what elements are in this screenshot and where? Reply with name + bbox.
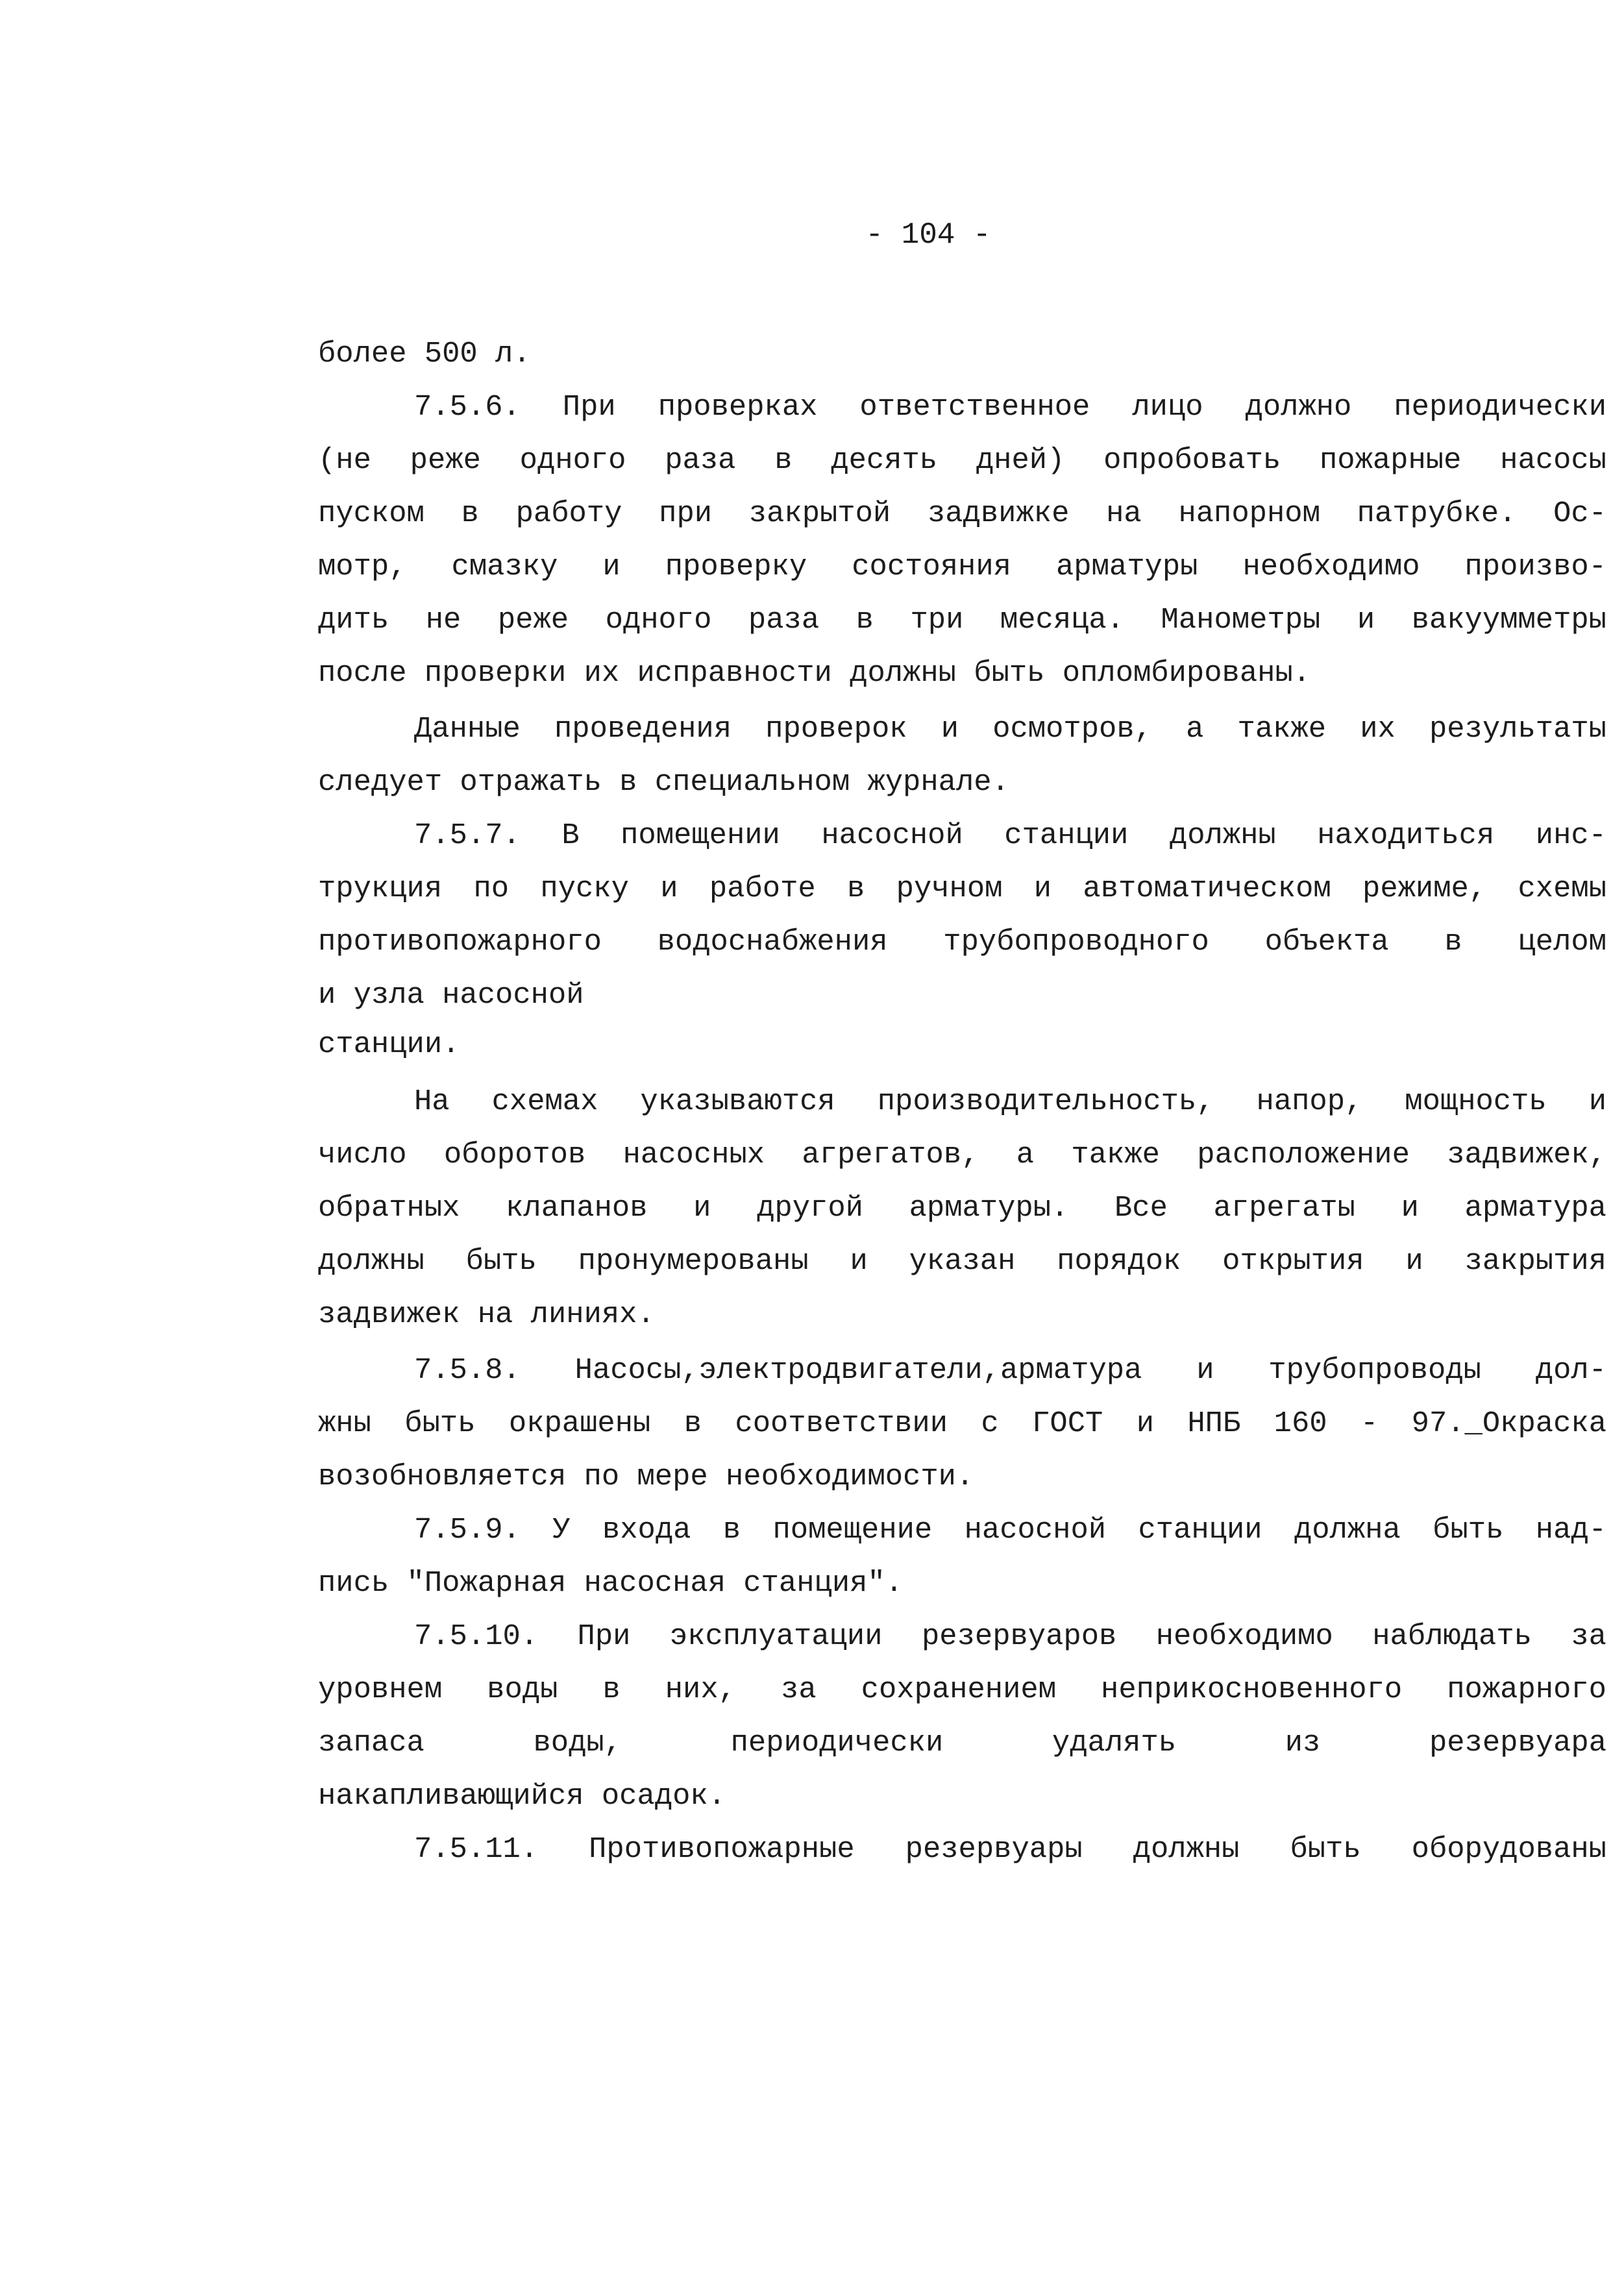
paragraph-first-line: На схемах указываются производительность, напор, мощность и bbox=[414, 1085, 1606, 1118]
text-line: возобновляется по мере необходимости. bbox=[318, 1460, 974, 1493]
paragraph-first-line: 7.5.11. Противопожарные резервуары должны быть оборудованы bbox=[414, 1832, 1606, 1866]
paragraph-first-line: 7.5.8. Насосы,электродвигатели,арматура и трубопроводы дол- bbox=[414, 1353, 1606, 1387]
text-line: задвижек на линиях. bbox=[318, 1297, 655, 1331]
page-number: - 104 - bbox=[865, 218, 991, 252]
paragraph-first-line: 7.5.6. При проверках ответственное лицо должно периодически bbox=[414, 390, 1606, 424]
text-line: после проверки их исправности должны быть опломбированы. bbox=[318, 656, 1311, 690]
paragraph-first-line: 7.5.9. У входа в помещение насосной станции должна быть над- bbox=[414, 1513, 1606, 1547]
text-line: (не реже одного раза в десять дней) опробовать пожарные насосы bbox=[318, 443, 1606, 477]
text-line: обратных клапанов и другой арматуры. Все агрегаты и арматура bbox=[318, 1191, 1606, 1225]
text-line: пуском в работу при закрытой задвижке на напорном патрубке. Ос- bbox=[318, 497, 1606, 530]
text-line: следует отражать в специальном журнале. bbox=[318, 765, 1009, 799]
text-line: должны быть пронумерованы и указан порядок открытия и закрытия bbox=[318, 1244, 1606, 1278]
text-line: станции. bbox=[318, 1027, 460, 1061]
text-line: более 500 л. bbox=[318, 337, 531, 371]
paragraph-first-line: 7.5.7. В помещении насосной станции должны находиться инс- bbox=[414, 818, 1606, 852]
text-line: дить не реже одного раза в три месяца. Манометры и вакуумметры bbox=[318, 603, 1606, 637]
text-line: накапливающийся осадок. bbox=[318, 1779, 726, 1813]
text-line: мотр, смазку и проверку состояния арматуры необходимо произво- bbox=[318, 550, 1606, 584]
text-line: противопожарного водоснабжения трубопроводного объекта в целом bbox=[318, 925, 1606, 959]
paragraph-first-line: 7.5.10. При эксплуатации резервуаров необходимо наблюдать за bbox=[414, 1619, 1606, 1653]
text-line: число оборотов насосных агрегатов, а также расположение задвижек, bbox=[318, 1138, 1606, 1172]
text-line: трукция по пуску и работе в ручном и автоматическом режиме, схемы bbox=[318, 872, 1606, 905]
text-line: запаса воды, периодически удалять из резервуара bbox=[318, 1726, 1606, 1760]
text-line: пись "Пожарная насосная станция". bbox=[318, 1566, 904, 1600]
text-line: уровнем воды в них, за сохранением неприкосновенного пожарного bbox=[318, 1673, 1606, 1706]
text-line: жны быть окрашены в соответствии с ГОСТ и НПБ 160 - 97._Окраска bbox=[318, 1407, 1606, 1440]
text-line: и узла насосной bbox=[318, 978, 584, 1012]
paragraph-first-line: Данные проведения проверок и осмотров, а также их результаты bbox=[414, 712, 1606, 746]
